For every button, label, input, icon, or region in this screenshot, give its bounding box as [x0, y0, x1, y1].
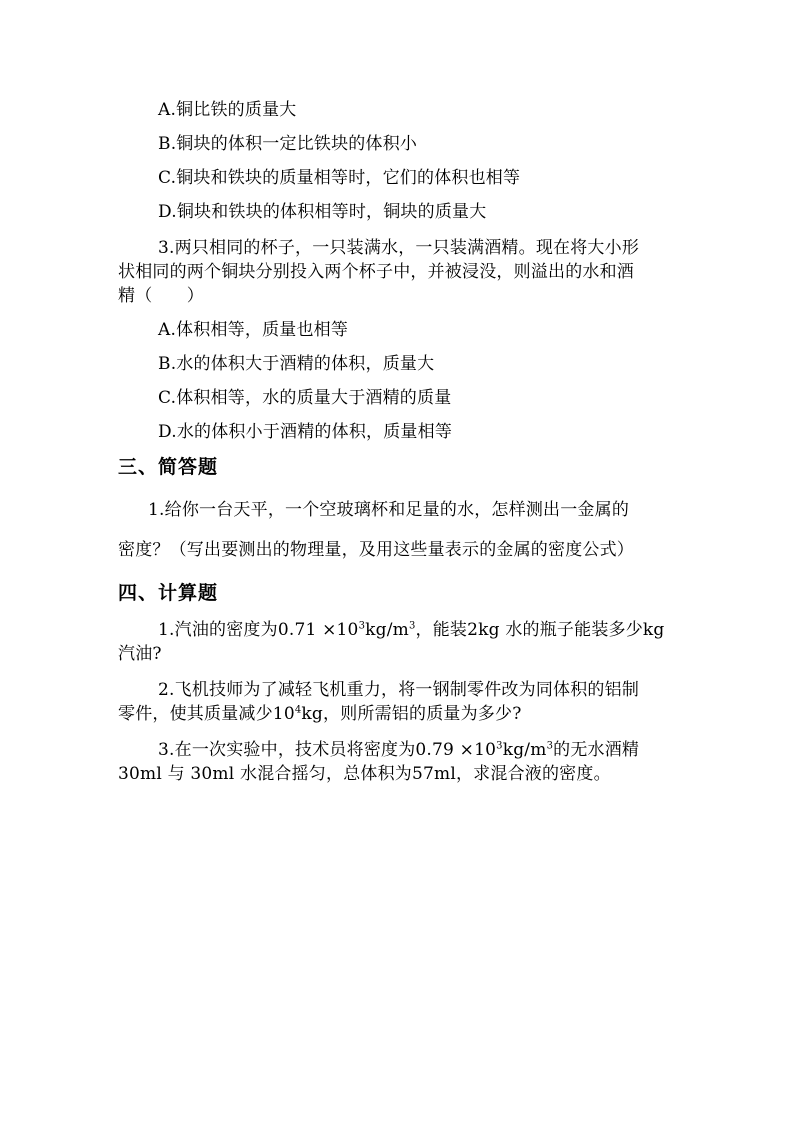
- q3-option-a: A.体积相等，质量也相等: [158, 320, 349, 340]
- section3-q1-line2: 密度？（写出要测出的物理量，及用这些量表示的金属的密度公式）: [118, 540, 634, 560]
- q3-option-c: C.体积相等，水的质量大于酒精的质量: [158, 388, 452, 408]
- section3-title: 三、简答题: [118, 456, 219, 478]
- q2-option-b: B.铜块的体积一定比铁块的体积小: [158, 134, 418, 154]
- q1-sup-cube: 3: [408, 620, 416, 632]
- q3-text-c: 的无水酒精: [553, 740, 640, 760]
- section4-q2-line2: [118, 702, 522, 726]
- q3-option-d: D.水的体积小于酒精的体积，质量相等: [158, 422, 453, 442]
- section4-title: 四、计算题: [118, 582, 219, 604]
- q2-option-c: C.铜块和铁块的质量相等时，它们的体积也相等: [158, 168, 521, 188]
- q2-sup-exp: 4: [294, 704, 302, 716]
- q3-sup-exp: 3: [496, 740, 503, 752]
- section4-q2-line1: 2.飞机技师为了减轻飞机重力，将一钢制零件改为同体积的铝制: [158, 680, 640, 700]
- q3-text-a: 3.在一次实验中，技术员将密度为0.79 ×10: [158, 740, 497, 760]
- q2-option-a: A.铜比铁的质量大: [158, 100, 297, 120]
- q3-stem-line2: 状相同的两个铜块分别投入两个杯子中，并被浸没，则溢出的水和酒: [118, 262, 634, 282]
- q2-text-a: 零件，使其质量减少10: [118, 704, 295, 724]
- q1-text-b: kg/m: [365, 620, 409, 640]
- q3-option-b: B.水的体积大于酒精的体积，质量大: [158, 354, 435, 374]
- q3-text-b: kg/m: [502, 740, 547, 760]
- q1-sup-exp: 3: [358, 620, 366, 632]
- q1-text-a: 1.汽油的密度为0.71 ×10: [158, 620, 359, 640]
- section4-q1-line1: [158, 618, 665, 642]
- q3-sup-cube: 3: [546, 740, 554, 752]
- section3-q1-line1: 1.给你一台天平，一个空玻璃杯和足量的水，怎样测出一金属的: [148, 500, 630, 520]
- section4-q3-line1: [158, 738, 639, 762]
- q2-text-b: kg，则所需铝的质量为多少?: [301, 704, 522, 724]
- q3-stem-line1: 3.两只相同的杯子，一只装满水，一只装满酒精。现在将大小形: [158, 238, 640, 258]
- q1-text-c: ，能装2kg 水的瓶子能装多少kg: [415, 620, 665, 640]
- q2-option-d: D.铜块和铁块的体积相等时，铜块的质量大: [158, 202, 487, 222]
- section4-q3-line2: 30ml 与 30ml 水混合摇匀，总体积为57ml，求混合液的密度。: [118, 764, 611, 784]
- q3-stem-line3: 精（ ）: [118, 286, 204, 306]
- section4-q1-line2: 汽油?: [118, 644, 162, 664]
